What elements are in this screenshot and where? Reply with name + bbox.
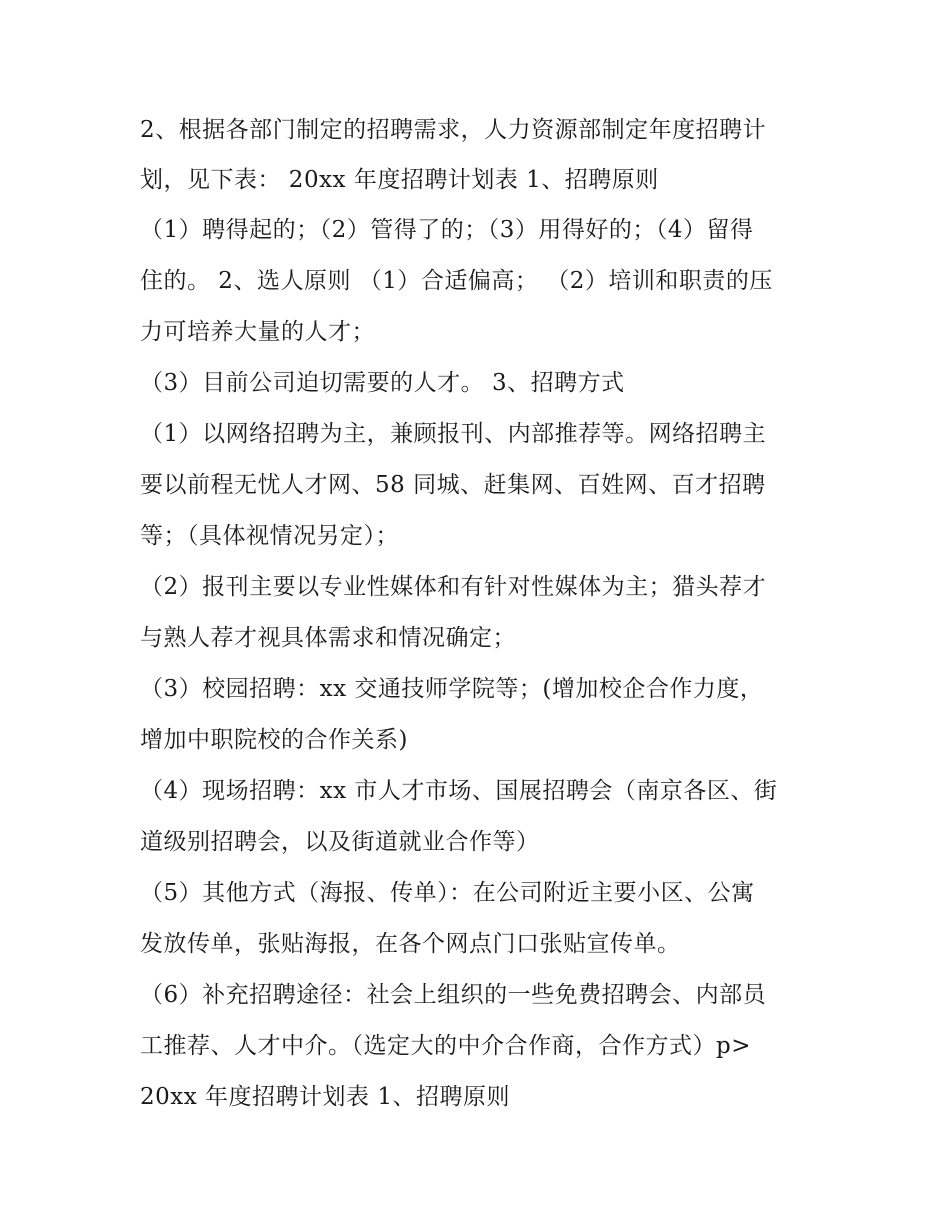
text-line: 发放传单，张贴海报，在各个网点门口张贴宣传单。 <box>140 931 681 957</box>
text-line: 住的。 2、选人原则 （1）合适偏高； （2）培训和职责的压 <box>140 268 773 294</box>
text-line: 力可培养大量的人才； <box>140 319 375 345</box>
text-line: 与熟人荐才视具体需求和情况确定； <box>140 625 516 651</box>
text-line: （3）校园招聘：xx 交通技师学院等；(增加校企合作力度， <box>140 676 764 702</box>
text-line: 工推荐、人才中介。（选定大的中介合作商，合作方式）p> <box>140 1033 751 1059</box>
text-line: （3）目前公司迫切需要的人才。 3、招聘方式 <box>140 370 625 396</box>
text-line: 增加中职院校的合作关系) <box>140 727 408 753</box>
text-line: （5）其他方式（海报、传单）：在公司附近主要小区、公寓 <box>140 880 755 906</box>
text-line: （1）以网络招聘为主，兼顾报刊、内部推荐等。网络招聘主 <box>140 421 767 447</box>
text-line: 划，见下表： 20xx 年度招聘计划表 1、招聘原则 <box>140 167 659 193</box>
text-line: （4）现场招聘：xx 市人才市场、国展招聘会（南京各区、街 <box>140 778 778 804</box>
text-line: 等；（具体视情况另定）； <box>140 523 399 549</box>
text-line: （2）报刊主要以专业性媒体和有针对性媒体为主；猎头荐才 <box>140 574 767 600</box>
text-line: 2、根据各部门制定的招聘需求，人力资源部制定年度招聘计 <box>140 117 767 143</box>
text-line: （6）补充招聘途径：社会上组织的一些免费招聘会、内部员 <box>140 982 767 1008</box>
text-line: （1）聘得起的；（2）管得了的；（3）用得好的；（4）留得 <box>140 217 754 243</box>
text-line: 道级别招聘会，以及街道就业合作等） <box>140 829 540 855</box>
text-line: 20xx 年度招聘计划表 1、招聘原则 <box>140 1084 510 1110</box>
text-line: 要以前程无忧人才网、58 同城、赶集网、百姓网、百才招聘 <box>140 472 766 498</box>
